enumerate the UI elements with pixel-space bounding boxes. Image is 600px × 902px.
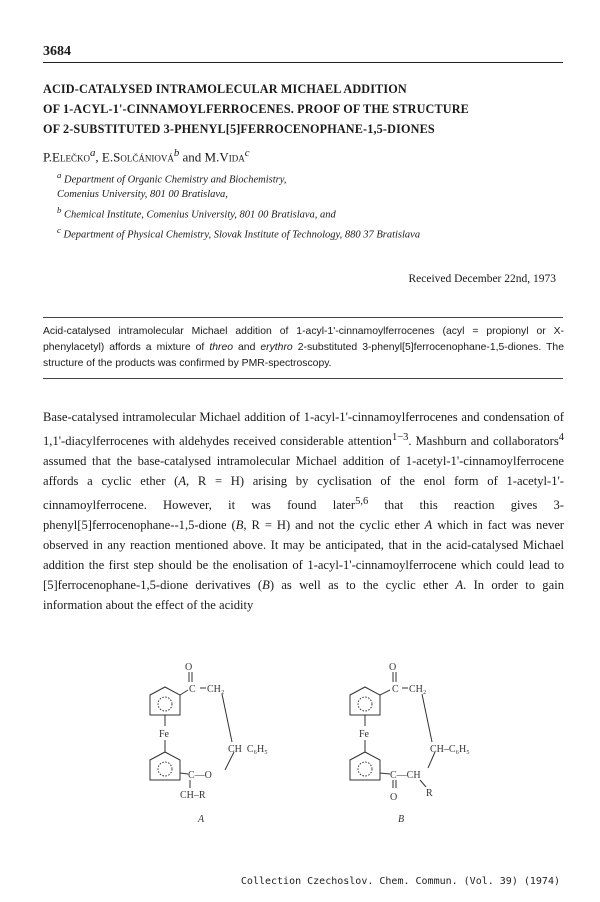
structure-b-label: B (398, 814, 405, 825)
affiliation-line: $^c$ Department of Physical Chemistry, Slovak Institute of Technology, 880 37 Bratislava (57, 224, 421, 240)
cyclopentadienyl-ring-icon (350, 752, 380, 780)
author-name: M.Vida (204, 149, 245, 165)
cyclopentadienyl-ring-icon (350, 687, 380, 715)
author-name: E.Solčániová (101, 149, 174, 165)
author-separator: and (179, 149, 205, 165)
affiliation-line: $^a$ Department of Organic Chemistry and Biochemistry, (57, 170, 287, 186)
affiliations (57, 168, 420, 243)
carbon-methine-label: C—CH (390, 770, 421, 781)
methylene-label: CH₂ (207, 684, 225, 695)
author-affil-mark: b (173, 147, 180, 159)
methylene-label: CH₂ (409, 684, 427, 695)
article-title (43, 79, 568, 139)
citation-ref: 1−3 (391, 431, 409, 443)
abstract-top-rule (43, 317, 563, 318)
citation-ref: 4 (558, 431, 565, 443)
cyclopentadienyl-ring-icon (150, 687, 180, 715)
affiliation-line: Comenius University, 801 00 Bratislava, (57, 189, 228, 200)
aromatic-circle-icon (358, 697, 372, 711)
abstract: Acid-catalysed intramolecular Michael addition of 1-acyl-1'-cinnamoylferrocenes (acyl = propionyl or X-phenylacetyl) affords a mixture of threo and erythro 2-substituted 3-phenyl[5]ferrocenophane-1,5-diones. The structure of the products was confirmed by PMR-spectroscopy. (43, 326, 564, 369)
oxygen-label: O (185, 662, 193, 673)
journal-footer: Collection Czechoslov. Chem. Commun. (Vol. 39) (1974) (240, 876, 560, 887)
header-rule (43, 62, 563, 63)
aromatic-circle-icon (158, 762, 172, 776)
structure-a-label: A (198, 814, 205, 825)
author-name: P.Elečko (43, 149, 90, 165)
cyclopentadienyl-ring-icon (150, 752, 180, 780)
oxygen-label: O (390, 792, 398, 803)
author-affil-mark: a (89, 147, 96, 159)
carbon-label: C (189, 684, 196, 695)
carbon-oxygen-label: C—O (188, 770, 212, 781)
title-line: ACID-CATALYSED INTRAMOLECULAR MICHAEL ADDITION (43, 82, 407, 96)
received-date: Received December 22nd, 1973 (408, 273, 556, 285)
affiliation-line: $^b$ Chemical Institute, Comenius University, 801 00 Bratislava, and (57, 204, 336, 220)
title-line: OF 2-SUBSTITUTED 3-PHENYL[5]FERROCENOPHANE-1,5-DIONES (43, 122, 435, 136)
body-paragraph: Base-catalysed intramolecular Michael addition of 1-acyl-1'-cinnamoylferrocenes and condensation of 1,1'-diacylferrocenes with aldehydes received considerable attention$^{1-3}$. Mashburn and collaborators$^4$ assumed that the base-catalysed intramolecular Michael addition of 1-acetyl-1'-cinnamoylferrocene affords a cyclic ether (A, R = H) arising by cyclisation of the enol form of 1-acetyl-1'-cinnamoylferrocene. However, it was found later$^{5,6}$ that this reaction gives 3-phenyl[5]ferrocenophane--1,5-dione (B, R = H) and not the cyclic ether A which in fact was never observed in any reaction mentioned above. It may be anticipated, that in the acid-catalysed Michael addition the first step should be the enolisation of 1-acyl-1'-cinnamoylferrocene which could lead to [5]ferrocenophane-1,5-dione derivatives (B) as well as to the cyclic ether A. In order to gain information about the effect of the acidity (43, 410, 565, 612)
page-number: 3684 (43, 44, 71, 59)
oxygen-label: O (389, 662, 397, 673)
structure-figure (110, 660, 510, 850)
methine-r-label: CH–R (180, 790, 206, 801)
title-line: OF 1-ACYL-1'-CINNAMOYLFERROCENES. PROOF OF THE STRUCTURE (43, 102, 469, 116)
carbon-label: C (392, 684, 399, 695)
citation-ref: 5,6 (355, 495, 369, 507)
author-affil-mark: c (244, 147, 250, 159)
iron-label: Fe (159, 729, 169, 740)
author-separator: , (95, 149, 102, 165)
r-group-label: R (426, 788, 433, 799)
methine-phenyl-label: CH C₆H₅ (228, 744, 268, 755)
methine-phenyl-label: CH–C₆H₅ (430, 744, 470, 755)
author-list (43, 147, 250, 165)
chemical-structures (110, 660, 510, 850)
aromatic-circle-icon (158, 697, 172, 711)
abstract-bottom-rule (43, 378, 563, 379)
iron-label: Fe (359, 729, 369, 740)
aromatic-circle-icon (358, 762, 372, 776)
